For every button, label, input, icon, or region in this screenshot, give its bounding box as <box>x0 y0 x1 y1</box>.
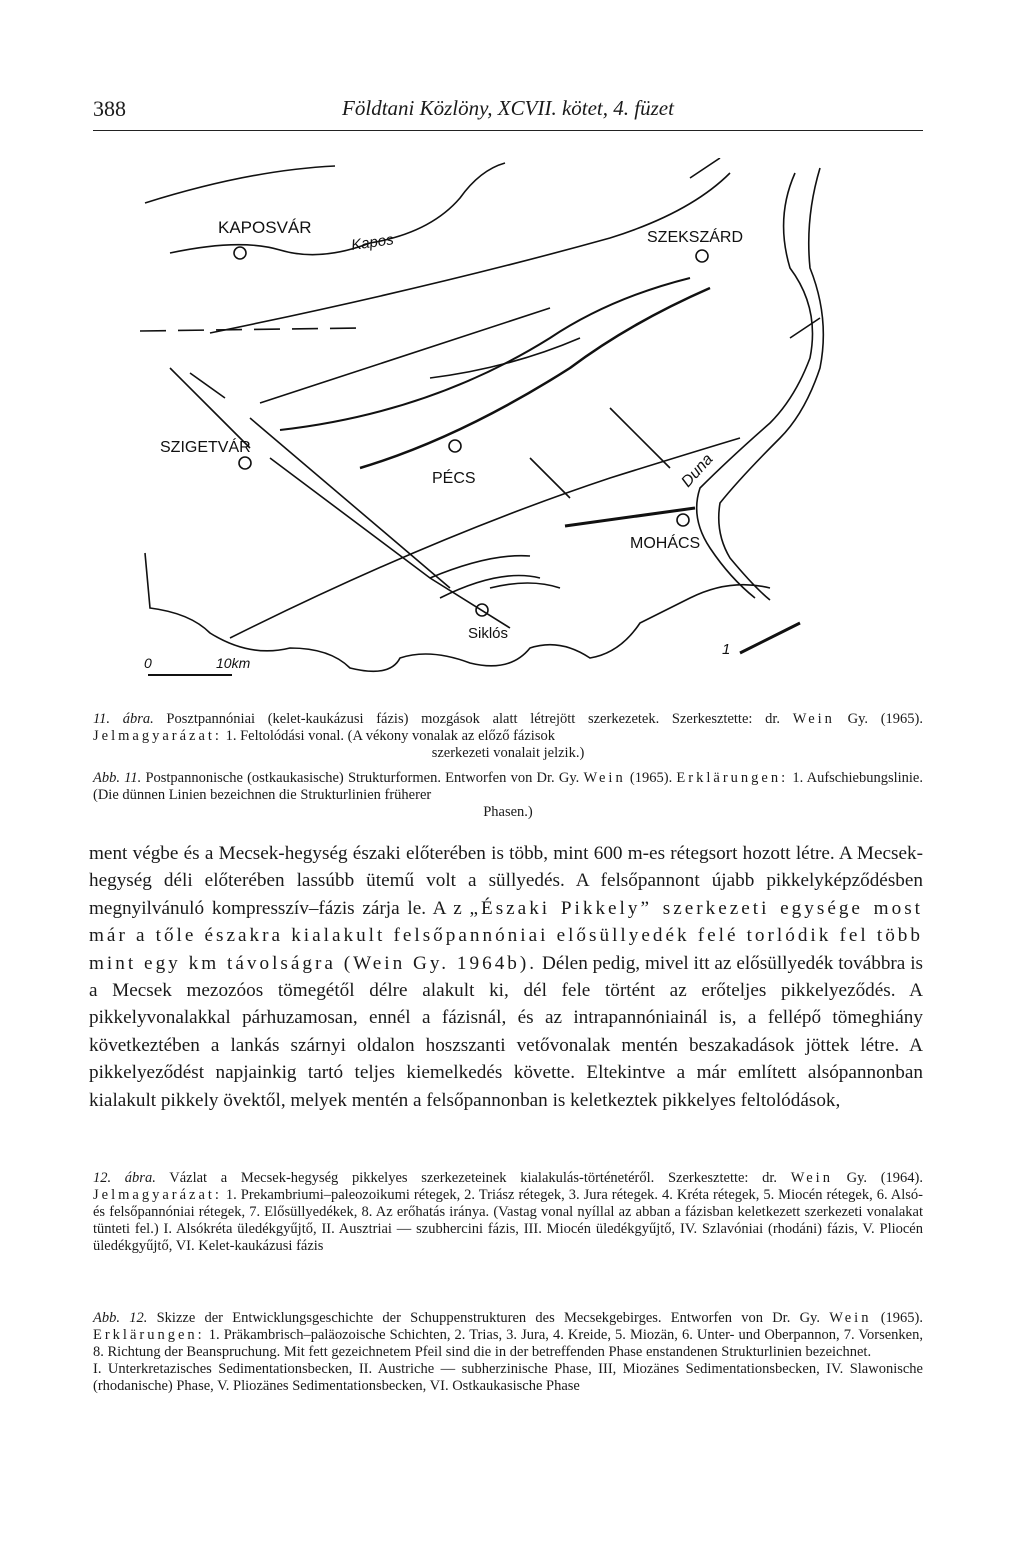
map-label-pecs: PÉCS <box>432 470 476 487</box>
dashed-boundary <box>140 328 360 331</box>
fault-line-3 <box>430 338 580 378</box>
szekszard-town <box>696 250 708 262</box>
fault-line-4 <box>260 308 550 403</box>
body-text: ment végbe és a Mecsek-hegység északi előterében is több, mint 600 m-es rétegsort hozott létre. A Mecsek-hegység déli előterében lassúbb ütemű volt a süllyedés. A felsőpannont újabb pikkelyképződésben megnyilvánuló kompresszív–fázis zárja le. A z „Északi Pikkely” szerkezeti egysége most már a tőle északra kialakult felsőpannóniai elősüllyedék felé torlódik fel több mint egy km távolságra (Wein Gy. 1964b). Délen pedig, mivel itt az elősüllyedék továbbra is a Mecsek mezozóos tömegétől délre alakult ki, dél fele történt az erőteljes pikkelyeződés. A pikkelyvonalakkal párhuzamosan, ennél a fázisnál, és az intrapannóniainál is, a fellépő tömeghiány következtében a lankás szárnyi oldalon hoszszanti vetővonalak mentén beszakadások jöttek létre. A pikkelyeződést napjainkig tartó teljes kiemelkedés követte. Eltekintve a már említett alsópannonban kialakult pikkely övektől, melyek mentén a felsőpannonban is keletkeztek pikkelyes feltolódások, <box>89 843 923 1111</box>
mohacs-town <box>677 514 689 526</box>
map-label-szekszard: SZEKSZÁRD <box>647 229 744 246</box>
figure-12-caption-hu: 12. ábra. Vázlat a Mecsek-hegység pikkelyes szerkezeteinek kialakulás-történetéről. Szerkesztette: dr. Wein Gy. (1964). Jelmagyarázat: 1. Prekambriumi–paleozoikumi rétegek, 2. Triász rétegek, 3. Jura rétegek. 4. Kréta rétegek, 5. Miocén rétegek, 6. Alsó- és felsőpannóniai rétegek, 7. Elősüllyedékek, 8. Az erőhatás iránya. (Vastag vonal nyíllal az abban a fázisban keletkezett szerkezeti vonalakat tünteti fel.) I. Alsókréta üledékgyűjtő, II. Ausztriai — szubhercini fázis, III. Miocén üledékgyűjtő, IV. Szlavóniai (rhodáni) fázis, V. Pliocén üledékgyűjtő, VI. Kelet-kaukázusi fázis <box>93 1170 923 1254</box>
legend-thrust-line <box>740 623 800 653</box>
figure-11-number-hu: 11. ábra. <box>93 711 154 727</box>
author-name: Wein <box>792 711 835 727</box>
siklos-faults <box>430 556 560 598</box>
figure-12-caption-de: Abb. 12. Skizze der Entwicklungsgeschichte der Schuppenstrukturen des Mecsekgebirges. Entworfen von Dr. Gy. Wein (1965). Erklärungen: 1. Präkambrisch–paläozoische Schichten, 2. Trias, 3. Jura, 4. Kreide, 5. Miozän, 6. Unter- und Oberpannon, 7. Vorsenken, 8. Richtung der Beanspruchung. Mit fett gezeichnetem Pfeil sind die in der betreffenden Phase enstandenen Strukturlinien bezeichnet. I. Unterkretazisches Sedimentationsbecken, II. Austriche — subherzinische Phase, III, Miozänes Sedimentationsbecken, IV. Slawonische (rhodanische) Phase, V. Pliozänes Sedimentationsbecken, VI. Ostkaukasische Phase <box>93 1310 923 1394</box>
southern-border <box>145 553 770 671</box>
fault-line-2 <box>360 288 710 468</box>
map-label-siklos: Siklós <box>468 625 509 642</box>
figure-11-number-de: Abb. 11. <box>93 770 142 786</box>
pecs-town <box>449 440 461 452</box>
northern-arc-line <box>145 166 335 203</box>
page-number: 388 <box>93 96 126 121</box>
running-title: Földtani Közlöny, XCVII. kötet, 4. füzet <box>342 96 674 120</box>
kaposvar-town <box>234 247 246 259</box>
upper-structural-arc <box>210 173 730 333</box>
szigetvar-town <box>239 457 251 469</box>
structural-map-figure <box>130 158 830 706</box>
mohacs-fault <box>565 508 695 526</box>
map-label-szigetvar: SZIGETVÁR <box>160 439 251 456</box>
map-label-duna: Duna <box>678 450 717 491</box>
spaced-emphasis: „Északi Pikkely” szerkezeti egysége most már a tőle északra kialakult felsőpannóniai elősüllyedék felé torlódik fel több mint egy km távolságra (Wein Gy. 1964b). <box>89 897 923 974</box>
right-boundary-dash <box>690 158 820 338</box>
map-label-kapos: Kapos <box>350 231 395 254</box>
diagonal-tick-lines <box>170 368 670 498</box>
legend-number: 1 <box>722 641 731 658</box>
page-header <box>93 96 923 131</box>
fault-line-6 <box>250 418 450 588</box>
scale-label-ten: 10km <box>216 655 251 671</box>
main-fault-line <box>280 278 690 430</box>
figure-12-number-hu: 12. ábra. <box>93 1170 156 1186</box>
scale-label-zero: 0 <box>144 655 152 671</box>
figure-11-caption-de: Abb. 11. Postpannonische (ostkaukasische) Strukturformen. Entworfen von Dr. Gy. Wein (1965). Erklärungen: 1. Aufschiebungslinie. (Die dünnen Linien bezeichnen die Strukturlinien früherer Phasen.) <box>93 770 923 820</box>
map-label-kaposvar: KAPOSVÁR <box>218 218 312 237</box>
figure-12-number-de: Abb. 12. <box>93 1310 148 1326</box>
kapos-river <box>170 163 505 255</box>
figure-11-caption-hu: 11. ábra. Posztpannóniai (kelet-kaukázusi fázis) mozgások alatt létrejött szerkezetek. Szerkesztette: dr. Wein Gy. (1965). Jelmagyarázat: 1. Feltolódási vonal. (A vékony vonalak az előző fázisok szerkezeti vonalait jelzik.) <box>93 711 923 761</box>
map-label-mohacs: MOHÁCS <box>630 535 701 552</box>
